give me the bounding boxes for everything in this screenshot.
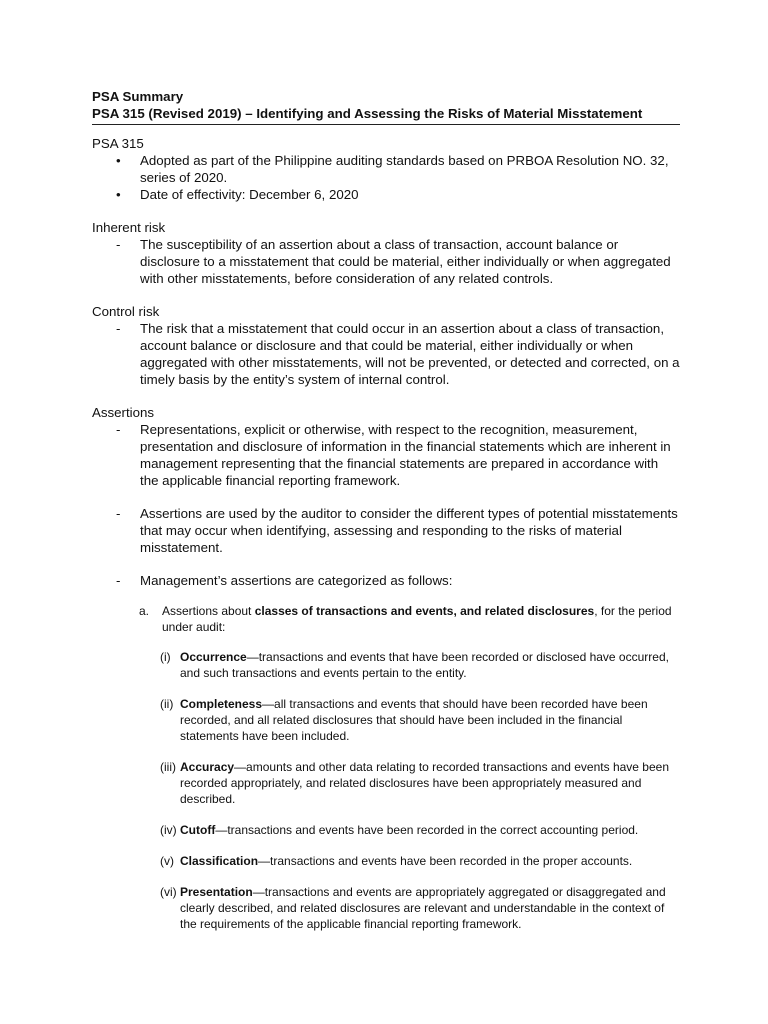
dash-icon: - xyxy=(116,573,121,588)
section-heading: PSA 315 xyxy=(92,136,144,151)
list-item: - Representations, explicit or otherwise, with respect to the recognition, measurement, presentation and disclosure of information in the financial statements which are inherent in management representing that the financial statements are prepared in accordance with the applicable financial reporting framework. xyxy=(116,422,671,488)
list-item: • Date of effectivity: December 6, 2020 xyxy=(116,187,359,202)
list-item: (iii) Accuracy—amounts and other data relating to recorded transactions and events have been recorded appropriately, and related disclosures have been appropriately measured and described. xyxy=(160,760,669,806)
roman-list xyxy=(92,649,680,932)
list-item: (iv) Cutoff—transactions and events have been recorded in the correct accounting period. xyxy=(160,823,639,837)
list-item: - The risk that a misstatement that could occur in an assertion about a class of transaction, account balance or disclosure and that could be material, either individually or when aggregated with other misstatements, will not be prevented, or detected and corrected, on a timely basis by the entity’s system of internal control. xyxy=(116,321,680,387)
section-heading: Assertions xyxy=(92,405,155,420)
bullet-icon: • xyxy=(116,187,121,202)
document-page xyxy=(92,88,680,948)
section-psa315 xyxy=(92,135,680,203)
dash-list xyxy=(92,236,680,287)
section-control-risk xyxy=(92,303,680,388)
list-item: - Assertions are used by the auditor to consider the different types of potential misstatements that may occur when identifying, assessing and responding to the risks of material misstatement. xyxy=(116,506,678,555)
title-divider xyxy=(92,124,680,125)
bullet-icon: • xyxy=(116,153,121,168)
sub-item-a: a. Assertions about classes of transactions and events, and related disclosures, for the period under audit: xyxy=(139,604,672,634)
dash-icon: - xyxy=(116,506,121,521)
sub-item-marker: a. xyxy=(139,604,150,618)
dash-icon: - xyxy=(116,321,121,336)
doc-title-line1: PSA Summary xyxy=(92,89,184,104)
bullet-list xyxy=(92,152,680,203)
list-item: (ii) Completeness—all transactions and events that should have been recorded have been recorded, and all related disclosures that should have been included in the financial statements have been included. xyxy=(160,697,648,743)
list-item: • Adopted as part of the Philippine auditing standards based on PRBOA Resolution NO. 32, series of 2020. xyxy=(116,153,669,185)
dash-list xyxy=(92,320,680,388)
list-item: (i) Occurrence—transactions and events that have been recorded or disclosed have occurred, and such transactions and events pertain to the entity. xyxy=(160,650,669,680)
section-heading: Inherent risk xyxy=(92,220,166,235)
list-item: - The susceptibility of an assertion about a class of transaction, account balance or disclosure to a misstatement that could be material, either individually or when aggregated with other misstatements, before consideration of any related controls. xyxy=(116,237,671,286)
dash-icon: - xyxy=(116,237,121,252)
section-inherent-risk xyxy=(92,219,680,287)
list-item: (v) Classification—transactions and events have been recorded in the proper accounts. xyxy=(160,854,633,868)
dash-list xyxy=(92,421,680,589)
dash-icon: - xyxy=(116,422,121,437)
section-assertions xyxy=(92,404,680,932)
doc-title-line2: PSA 315 (Revised 2019) – Identifying and Assessing the Risks of Material Misstatement xyxy=(92,106,643,121)
list-item: - Management’s assertions are categorized as follows: xyxy=(116,573,453,588)
section-heading: Control risk xyxy=(92,304,160,319)
list-item: (vi) Presentation—transactions and events are appropriately aggregated or disaggregated and clearly described, and related disclosures are relevant and understandable in the context of the requirements of the applicable financial reporting framework. xyxy=(160,885,666,931)
sub-item-bold: classes of transactions and events, and related disclosures xyxy=(254,604,595,618)
